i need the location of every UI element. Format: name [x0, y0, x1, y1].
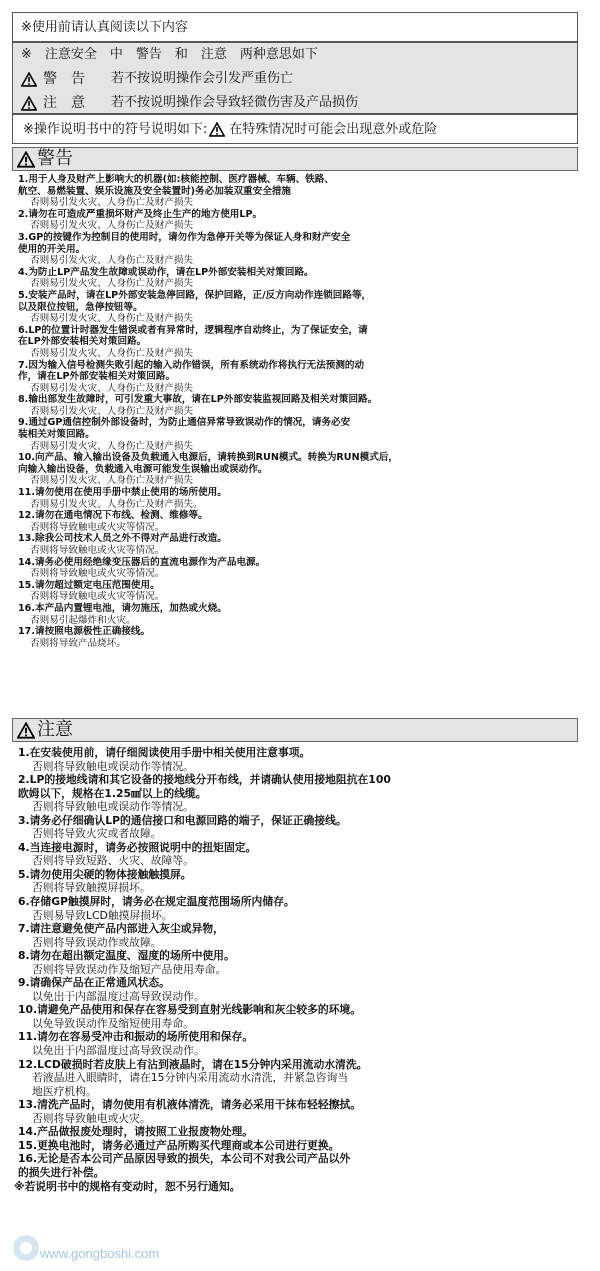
- item-text: 5.请勿使用尖硬的物体接触触摸屏。: [18, 867, 192, 881]
- list-item: [18, 394, 578, 417]
- list-item: [18, 267, 578, 290]
- item-consequence: 若液晶进入眼睛时，请在15分钟内采用流动水清洗，并紧急咨询当 地医疗机构。: [32, 1071, 349, 1098]
- list-item: [18, 1058, 578, 1099]
- list-item: [18, 746, 578, 773]
- item-text: 15.更换电池时，请务必通过产品所购买代理商或本公司进行更换。: [18, 1138, 340, 1152]
- warning-triangle-icon: [17, 151, 35, 168]
- list-item: [18, 174, 578, 209]
- item-consequence: 否则易引发火灾、人身伤亡及财产损失: [30, 440, 194, 452]
- warning-description: 若不按说明操作会引发严重伤亡: [111, 71, 294, 86]
- item-text: 10.向产品、输入输出设备及负载通入电源后，请转换到RUN模式。转换为RUN模式后， 向输入输出设备，负载通入电源可能发生误输出或误动作。: [18, 452, 399, 475]
- warning-triangle-icon: [21, 72, 37, 87]
- spec-change-footnote: ※若说明书中的规格有变动时，恕不另行通知。: [14, 1179, 241, 1193]
- item-consequence: 否则将导致短路、火灾、故障等。: [32, 854, 194, 868]
- item-consequence: 否则易引发火灾、人身伤亡及财产损失: [30, 255, 194, 267]
- list-item: [18, 949, 578, 976]
- warning-definition-row: [13, 67, 577, 91]
- item-consequence: 否则易引发火灾、人身伤亡及财产损失: [30, 405, 194, 417]
- list-item: [18, 603, 578, 626]
- list-item: [18, 232, 578, 267]
- item-text: 3.GP的按键作为控制目的使用时，请勿作为急停开关等为保证人身和财产安全 使用的开关用。: [18, 231, 351, 255]
- safety-notice-box: [12, 42, 578, 114]
- item-text: 11.请勿使用在使用手册中禁止使用的场所使用。: [18, 487, 227, 499]
- warning-list: [18, 174, 578, 649]
- item-text: 4.为防止LP产品发生故障或误动作，请在LP外部安装相关对策回路。: [18, 266, 314, 278]
- item-text: 13.除我公司技术人员之外不得对产品进行改造。: [18, 533, 227, 545]
- warning-section-header: [12, 147, 578, 171]
- item-consequence: 否则将导致触电或火灾等情况。: [30, 591, 165, 603]
- list-item: [18, 841, 578, 868]
- item-text: 1.用于人身及财产上影响大的机器(如:核能控制、医疗器械、车辆、铁路、 航空、易燃装置、娱乐设施及安全装置时)务必加装双重安全措施: [18, 174, 334, 197]
- list-item: [18, 626, 578, 649]
- item-text: 6.LP的位置计时器发生错误或者有异常时，逻辑程序自动终止，为了保证安全，请 在LP外部安装相关对策回路。: [18, 324, 368, 348]
- item-text: 3.请务必仔细确认LP的通信接口和电源回路的端子，保证正确接线。: [18, 813, 347, 827]
- caution-section-title: 注意: [37, 719, 73, 740]
- item-text: 12.请勿在通电情况下布线、检测、维修等。: [18, 510, 208, 522]
- item-consequence: 否则将导致触电或火灾。: [32, 1111, 151, 1125]
- watermark-text: www.gongboshi.com: [40, 1246, 160, 1261]
- list-item: [18, 1125, 578, 1139]
- list-item: [18, 487, 578, 510]
- item-text: 15.请勿超过额定电压范围使用。: [18, 579, 160, 591]
- danger-triangle-icon: [209, 122, 225, 137]
- caution-section-header: [12, 718, 578, 742]
- list-item: [18, 895, 578, 922]
- list-item: [18, 1152, 578, 1179]
- item-consequence: 否则易引起爆炸和火灾。: [30, 614, 136, 626]
- item-consequence: 否则易引发火灾、人身伤亡及财产损失。: [30, 498, 203, 510]
- list-item: [18, 417, 578, 452]
- item-text: 14.请务必使用经绝缘变压器后的直流电源作为产品电源。: [18, 556, 266, 568]
- read-before-use-header: [12, 12, 578, 42]
- list-item: [18, 580, 578, 603]
- list-item: [18, 360, 578, 395]
- item-text: 8.输出部发生故障时，可引发重大事故，请在LP外部安装监视回路及相关对策回路。: [18, 394, 378, 406]
- item-consequence: 以免导致误动作及缩短使用寿命。: [32, 1016, 194, 1030]
- item-consequence: 否则易引发火灾、人身伤亡及财产损失: [30, 475, 194, 487]
- item-consequence: 否则将导致产品烧坏。: [30, 637, 126, 649]
- item-text: 7.请注意避免使产品内部进入灰尘或异物，: [18, 922, 224, 936]
- item-text: 2.请勿在可造成严重损坏财产及终止生产的地方使用LP。: [18, 208, 263, 220]
- item-consequence: 否则将导致误动作及缩短产品使用寿命。: [32, 962, 227, 976]
- item-consequence: 否则将导致火灾或者故障。: [32, 827, 162, 841]
- item-text: 16.本产品内置锂电池，请勿施压，加热或火烧。: [18, 602, 227, 614]
- caution-description: 若不按说明操作会导致轻微伤害及产品损伤: [111, 95, 359, 110]
- list-item: [18, 868, 578, 895]
- item-text: 16.无论是否本公司产品原因导致的损失，本公司不对我公司产品以外 的损失进行补偿。: [18, 1152, 351, 1179]
- item-text: 17.请按照电源极性正确接线。: [18, 626, 151, 638]
- warning-label: 警 告: [43, 71, 85, 87]
- item-text: 10.请避免产品使用和保存在容易受到直射光线影响和灰尘较多的环境。: [18, 1003, 362, 1017]
- list-item: [18, 325, 578, 360]
- item-text: 14.产品做报废处理时，请按照工业报废物处理。: [18, 1125, 254, 1139]
- list-item: [18, 1139, 578, 1153]
- item-text: 8.请勿在超出额定温度、湿度的场所中使用。: [18, 949, 235, 963]
- list-item: [18, 557, 578, 580]
- item-consequence: 否则易引发火灾、人身伤亡及财产损失: [30, 278, 194, 290]
- item-text: 11.请勿在容易受冲击和振动的场所使用和保存。: [18, 1030, 254, 1044]
- item-text: 5.安装产品时，请在LP外部安装急停回路，保护回路，正/反方向动作连锁回路等， 以及限位按钮，急停按钮等。: [18, 289, 372, 313]
- header-title: ※使用前请认真阅读以下内容: [21, 20, 188, 35]
- item-consequence: 否则易引发火灾、人身伤亡及财产损失: [30, 382, 194, 394]
- item-consequence: 否则将导致触电或火灾等情况。: [30, 568, 165, 580]
- list-item: [18, 814, 578, 841]
- item-consequence: 否则将导致触摸屏损坏。: [32, 881, 151, 895]
- warning-section-title: 警告: [37, 148, 73, 169]
- item-text: 1.在安装使用前，请仔细阅读使用手册中相关使用注意事项。: [18, 746, 311, 759]
- list-item: [18, 976, 578, 1003]
- item-text: 4.当连接电源时，请务必按照说明中的扭矩固定。: [18, 840, 257, 854]
- item-consequence: 否则易引发火灾、人身伤亡及财产损失: [30, 220, 194, 232]
- list-item: [18, 1003, 578, 1030]
- caution-definition-row: [13, 91, 577, 115]
- list-item: [18, 533, 578, 556]
- symbol-note-prefix: ※操作说明书中的符号说明如下:: [23, 121, 208, 137]
- caution-triangle-icon: [21, 96, 37, 111]
- caution-triangle-icon: [17, 722, 35, 739]
- item-consequence: 否则易导致LCD触摸屏损坏。: [32, 908, 173, 922]
- item-text: 12.LCD破损时若皮肤上有沾到液晶时，请在15分钟内采用流动水清洗。: [18, 1057, 368, 1071]
- caution-label: 注 意: [43, 95, 85, 111]
- item-text: 13.清洗产品时，请勿使用有机液体清洗，请务必采用干抹布轻轻擦拭。: [18, 1098, 362, 1112]
- item-consequence: 以免出于内部温度过高导致误动作。: [32, 989, 205, 1003]
- item-text: 2.LP的接地线请和其它设备的接地线分开布线，并请确认使用接地阻抗在100 欧姆以下，规格在1.25㎟以上的线缆。: [18, 773, 391, 800]
- notice-line: ※ 注意安全 中 警告 和 注意 两种意思如下: [21, 47, 318, 62]
- item-consequence: 否则将导致触电或火灾等情况。: [30, 545, 165, 556]
- item-text: 9.请确保产品在正常通风状态。: [18, 976, 170, 990]
- list-item: [18, 922, 578, 949]
- list-item: [18, 209, 578, 232]
- list-item: [18, 773, 578, 814]
- item-consequence: 否则将导致触电或误动作等情况。: [32, 800, 194, 814]
- symbol-note-suffix: 在特殊情况时可能会出现意外或危险: [229, 121, 438, 137]
- item-consequence: 否则将导致触电或火灾等情况。: [30, 521, 165, 533]
- list-item: [18, 452, 578, 487]
- item-text: 9.通过GP通信控制外部设备时，为防止通信异常导致误动作的情况，请务必安 装相关对策回路。: [18, 417, 351, 441]
- item-text: 7.因为输入信号检测失败引起的输入动作错误，所有系统动作将执行无法预测的动 作，请在LP外部安装相关对策回路。: [18, 359, 365, 383]
- list-item: [18, 1030, 578, 1057]
- caution-list: [14, 746, 578, 1193]
- symbol-note-box: [12, 114, 578, 144]
- item-consequence: 以免出于内部温度过高导致误动作。: [32, 1044, 205, 1058]
- list-item: [18, 1098, 578, 1125]
- item-consequence: 否则易引发火灾、人身伤亡及财产损失: [30, 313, 194, 325]
- item-consequence: 否则将导致误动作或故障。: [32, 935, 162, 949]
- item-consequence: 否则易引发火灾、人身伤亡及财产损失: [30, 197, 194, 209]
- list-item: [18, 510, 578, 533]
- item-text: 6.存储GP触摸屏时，请务必在规定温度范围场所内储存。: [18, 895, 295, 909]
- item-consequence: 否则易引发火灾、人身伤亡及财产损失: [30, 347, 194, 359]
- item-consequence: 否则将导致触电或误动作等情况。: [32, 759, 194, 773]
- list-item: [18, 290, 578, 325]
